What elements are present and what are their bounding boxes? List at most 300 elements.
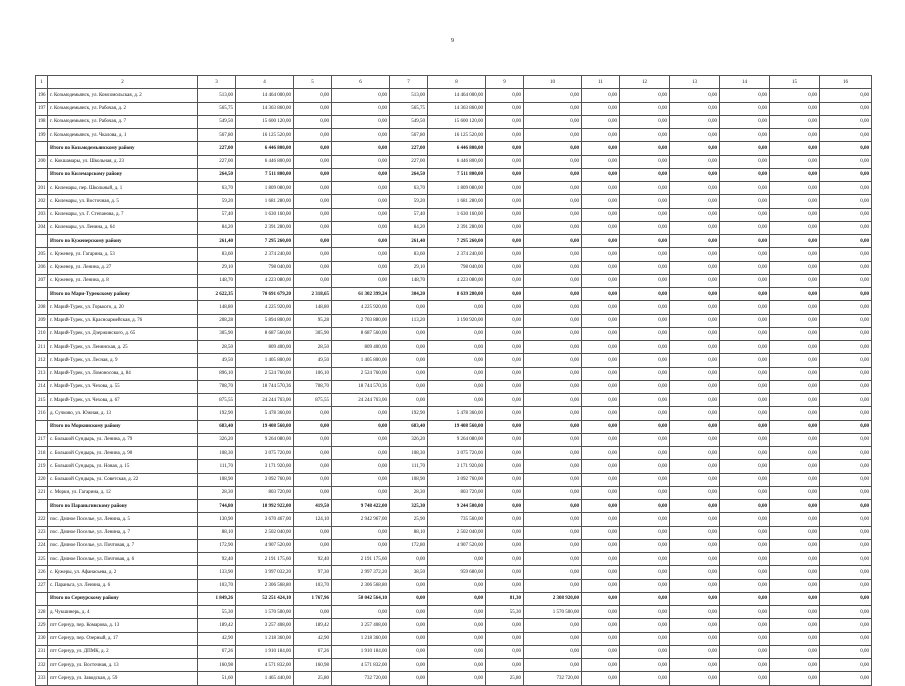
- table-cell: 0,00: [332, 447, 390, 460]
- header-cell: 5: [294, 76, 332, 89]
- table-cell: 0,00: [428, 632, 486, 645]
- table-cell: 0,00: [486, 566, 524, 579]
- table-cell: 233: [36, 672, 48, 685]
- data-table: [35, 75, 872, 686]
- table-cell: 565,75: [390, 102, 428, 115]
- table-row: [36, 89, 872, 102]
- table-cell: 208: [36, 301, 48, 314]
- table-cell: 0,00: [582, 89, 620, 102]
- table-cell: 0,00: [720, 274, 770, 287]
- table-row: [36, 327, 872, 340]
- table-cell: 0,00: [770, 380, 820, 393]
- table-cell: 0,00: [428, 592, 486, 605]
- table-row: [36, 645, 872, 658]
- table-cell: 19 408 560,00: [236, 420, 294, 433]
- table-cell: 0,00: [670, 380, 720, 393]
- table-cell: 0,00: [720, 235, 770, 248]
- table-cell: 200: [36, 155, 48, 168]
- table-cell: 160,98: [198, 659, 236, 672]
- table-row: [36, 619, 872, 632]
- table-cell: 124,10: [294, 513, 332, 526]
- table-cell: 0,00: [390, 367, 428, 380]
- subtotal-row: [36, 142, 872, 155]
- table-cell: 0,00: [582, 301, 620, 314]
- table-cell: 1 809 080,00: [428, 182, 486, 195]
- table-cell: 2 502 040,00: [428, 526, 486, 539]
- table-cell: 2 374 240,00: [236, 248, 294, 261]
- table-cell: 0,00: [720, 619, 770, 632]
- table-cell: 57,40: [390, 208, 428, 221]
- table-cell: 0,00: [720, 539, 770, 552]
- table-cell: 0,00: [582, 659, 620, 672]
- table-cell: 29,10: [390, 261, 428, 274]
- table-cell: 0,00: [524, 182, 582, 195]
- table-cell: 208,28: [198, 314, 236, 327]
- table-cell: 0,00: [770, 102, 820, 115]
- table-cell: 0,00: [486, 168, 524, 181]
- table-cell: 0,00: [820, 89, 872, 102]
- table-cell: с. Кужеры, ул. Афанасьева, д. 2: [48, 566, 198, 579]
- table-cell: пгт Сернур, ул. ДПМК, д. 2: [48, 645, 198, 658]
- table-cell: 227,00: [198, 155, 236, 168]
- table-cell: г. Марий-Турек, ул. Чехова, д. 67: [48, 394, 198, 407]
- table-cell: 0,00: [670, 672, 720, 685]
- table-cell: 0,00: [582, 473, 620, 486]
- table-cell: 228: [36, 606, 48, 619]
- table-cell: 0,00: [524, 142, 582, 155]
- table-cell: 1 570 500,00: [524, 606, 582, 619]
- table-cell: 0,00: [524, 645, 582, 658]
- table-cell: 896,10: [198, 367, 236, 380]
- table-cell: 0,00: [770, 619, 820, 632]
- table-cell: 0,00: [428, 553, 486, 566]
- table-cell: 15 600 120,00: [428, 115, 486, 128]
- table-cell: 0,00: [390, 553, 428, 566]
- table-cell: 0,00: [620, 645, 670, 658]
- table-cell: 0,00: [820, 155, 872, 168]
- table-cell: 49,50: [198, 354, 236, 367]
- table-cell: 0,00: [294, 407, 332, 420]
- table-cell: 25,80: [486, 672, 524, 685]
- table-cell: 5 894 800,00: [236, 314, 294, 327]
- table-cell: 0,00: [524, 221, 582, 234]
- table-cell: 0,00: [332, 102, 390, 115]
- table-cell: 49,50: [294, 354, 332, 367]
- table-cell: 148,70: [198, 274, 236, 287]
- table-cell: с. Куженер, ул. Ленина, д. 27: [48, 261, 198, 274]
- table-cell: 0,00: [620, 301, 670, 314]
- table-cell: 203: [36, 208, 48, 221]
- table-cell: 0,00: [428, 341, 486, 354]
- table-cell: 0,00: [720, 420, 770, 433]
- table-cell: 0,00: [332, 526, 390, 539]
- table-cell: 0,00: [820, 433, 872, 446]
- table-cell: 0,00: [428, 579, 486, 592]
- table-cell: 0,00: [332, 142, 390, 155]
- table-cell: 5 478 360,00: [428, 407, 486, 420]
- table-cell: 0,00: [670, 341, 720, 354]
- table-cell: 0,00: [670, 433, 720, 446]
- table-cell: 0,00: [620, 155, 670, 168]
- table-cell: 16 125 520,00: [236, 129, 294, 142]
- table-cell: г. Козьмодемьянск, ул. Комсомольская, д. 2: [48, 89, 198, 102]
- table-cell: 0,00: [582, 102, 620, 115]
- table-cell: 103,70: [294, 579, 332, 592]
- table-cell: с. Большой Сундырь, ул. Советская, д. 22: [48, 473, 198, 486]
- table-cell: 0,00: [820, 407, 872, 420]
- table-cell: 0,00: [720, 632, 770, 645]
- table-row: [36, 208, 872, 221]
- table-cell: 92,40: [198, 553, 236, 566]
- table-cell: 0,00: [582, 672, 620, 685]
- table-cell: 0,00: [524, 314, 582, 327]
- table-cell: 0,00: [770, 341, 820, 354]
- table-cell: 0,00: [390, 354, 428, 367]
- table-cell: 55,30: [198, 606, 236, 619]
- table-cell: 0,00: [524, 500, 582, 513]
- table-cell: 0,00: [720, 301, 770, 314]
- table-cell: 0,00: [770, 513, 820, 526]
- table-cell: 0,00: [770, 632, 820, 645]
- table-cell: 219: [36, 460, 48, 473]
- table-cell: 1 681 280,00: [428, 195, 486, 208]
- table-cell: 0,00: [294, 248, 332, 261]
- table-cell: 28,50: [198, 341, 236, 354]
- table-cell: 201: [36, 182, 48, 195]
- table-cell: 0,00: [582, 182, 620, 195]
- table-cell: 798 040,00: [236, 261, 294, 274]
- table-cell: 0,00: [486, 460, 524, 473]
- table-cell: 106,10: [294, 367, 332, 380]
- table-cell: 803 720,00: [428, 486, 486, 499]
- table-cell: 189,42: [198, 619, 236, 632]
- table-cell: г. Марий-Турек, ул. Чехова, д. 55: [48, 380, 198, 393]
- table-cell: 0,00: [582, 142, 620, 155]
- table-cell: 0,00: [770, 274, 820, 287]
- table-cell: 513,00: [390, 89, 428, 102]
- table-cell: 0,00: [524, 248, 582, 261]
- table-cell: 0,00: [620, 261, 670, 274]
- table-cell: 42,90: [294, 632, 332, 645]
- table-cell: 0,00: [720, 553, 770, 566]
- table-cell: 0,00: [770, 659, 820, 672]
- table-cell: 0,00: [620, 420, 670, 433]
- table-cell: 567,80: [198, 129, 236, 142]
- table-cell: 148,80: [198, 301, 236, 314]
- table-cell: 0,00: [486, 486, 524, 499]
- table-cell: 0,00: [332, 89, 390, 102]
- table-cell: 0,00: [620, 592, 670, 605]
- table-cell: 227,00: [390, 155, 428, 168]
- table-cell: 565,75: [198, 102, 236, 115]
- table-cell: 0,00: [486, 380, 524, 393]
- table-cell: пгт Сернур, пер. Озерный, д. 17: [48, 632, 198, 645]
- table-cell: 0,00: [486, 659, 524, 672]
- table-cell: 0,00: [670, 288, 720, 301]
- header-cell: 2: [48, 76, 198, 89]
- table-cell: 0,00: [770, 129, 820, 142]
- table-cell: 0,00: [820, 460, 872, 473]
- table-cell: 0,00: [582, 619, 620, 632]
- table-cell: 0,00: [524, 526, 582, 539]
- header-cell: 4: [236, 76, 294, 89]
- table-cell: 0,00: [294, 235, 332, 248]
- table-cell: 0,00: [820, 248, 872, 261]
- table-cell: 419,50: [294, 500, 332, 513]
- table-cell: 0,00: [486, 142, 524, 155]
- table-cell: 0,00: [770, 235, 820, 248]
- table-cell: 0,00: [294, 208, 332, 221]
- table-row: [36, 341, 872, 354]
- table-cell: 0,00: [332, 420, 390, 433]
- table-cell: 227,00: [390, 142, 428, 155]
- table-cell: 0,00: [820, 447, 872, 460]
- table-cell: 0,00: [332, 407, 390, 420]
- table-cell: 0,00: [332, 208, 390, 221]
- table-cell: 25,90: [390, 513, 428, 526]
- table-cell: 221: [36, 486, 48, 499]
- table-cell: 0,00: [670, 354, 720, 367]
- header-cell: 9: [486, 76, 524, 89]
- table-cell: 549,50: [198, 115, 236, 128]
- table-cell: 0,00: [820, 341, 872, 354]
- table-cell: 0,00: [820, 394, 872, 407]
- table-cell: с. Морки, ул. Гагарина, д. 12: [48, 486, 198, 499]
- table-cell: 0,00: [720, 341, 770, 354]
- table-row: [36, 433, 872, 446]
- table-cell: 0,00: [582, 513, 620, 526]
- table-cell: 148,80: [294, 301, 332, 314]
- table-cell: 24 244 703,00: [236, 394, 294, 407]
- table-cell: 0,00: [524, 195, 582, 208]
- table-cell: 2 306 568,80: [332, 579, 390, 592]
- table-cell: 0,00: [486, 327, 524, 340]
- table-cell: 51,60: [198, 672, 236, 685]
- table-cell: 0,00: [720, 89, 770, 102]
- table-cell: 0,00: [294, 89, 332, 102]
- table-cell: 261,40: [390, 235, 428, 248]
- table-cell: 38,50: [390, 566, 428, 579]
- table-cell: 9 264 080,00: [236, 433, 294, 446]
- table-cell: 0,00: [770, 579, 820, 592]
- table-cell: 0,00: [294, 129, 332, 142]
- table-cell: 108,90: [390, 473, 428, 486]
- table-cell: 0,00: [820, 129, 872, 142]
- table-cell: 0,00: [486, 420, 524, 433]
- table-cell: г. Марий-Турек, ул. Дзержинского, д. 65: [48, 327, 198, 340]
- table-cell: 97,30: [294, 566, 332, 579]
- table-cell: 0,00: [428, 606, 486, 619]
- table-cell: 15 600 120,00: [236, 115, 294, 128]
- table-cell: 189,42: [294, 619, 332, 632]
- table-cell: 0,00: [524, 102, 582, 115]
- table-cell: 0,00: [620, 433, 670, 446]
- table-cell: 232: [36, 659, 48, 672]
- table-cell: 0,00: [670, 248, 720, 261]
- table-row: [36, 102, 872, 115]
- table-cell: 0,00: [770, 208, 820, 221]
- table-cell: 0,00: [428, 367, 486, 380]
- table-cell: 14 363 860,00: [236, 102, 294, 115]
- table-cell: 67,26: [294, 645, 332, 658]
- table-cell: 0,00: [620, 142, 670, 155]
- table-cell: 0,00: [486, 195, 524, 208]
- table-cell: 0,00: [820, 195, 872, 208]
- header-cell: 16: [820, 76, 872, 89]
- table-cell: 223: [36, 526, 48, 539]
- table-cell: 0,00: [524, 447, 582, 460]
- table-cell: 0,00: [770, 500, 820, 513]
- table-cell: 2 502 040,00: [236, 526, 294, 539]
- table-cell: 0,00: [582, 195, 620, 208]
- table-cell: 0,00: [770, 168, 820, 181]
- table-cell: 0,00: [770, 155, 820, 168]
- table-cell: 3 257 408,00: [332, 619, 390, 632]
- table-cell: 0,00: [332, 235, 390, 248]
- table-cell: 0,00: [524, 89, 582, 102]
- table-cell: 1 630 160,00: [236, 208, 294, 221]
- table-cell: 196: [36, 89, 48, 102]
- table-cell: 0,00: [720, 526, 770, 539]
- table-cell: 0,00: [332, 155, 390, 168]
- table-cell: [36, 168, 48, 181]
- table-cell: Итого по Козьмодемьянскому району: [48, 142, 198, 155]
- table-row: [36, 526, 872, 539]
- table-cell: 0,00: [582, 539, 620, 552]
- table-cell: 0,00: [620, 380, 670, 393]
- table-cell: 0,00: [670, 579, 720, 592]
- table-cell: 798 040,00: [428, 261, 486, 274]
- table-cell: 0,00: [770, 394, 820, 407]
- table-cell: 683,40: [198, 420, 236, 433]
- table-cell: 0,00: [670, 129, 720, 142]
- table-cell: 19 408 560,00: [428, 420, 486, 433]
- table-cell: 0,00: [820, 168, 872, 181]
- table-cell: 0,00: [770, 486, 820, 499]
- table-cell: 0,00: [524, 486, 582, 499]
- table-cell: 0,00: [524, 566, 582, 579]
- table-cell: 0,00: [820, 115, 872, 128]
- table-cell: 0,00: [294, 274, 332, 287]
- table-cell: 0,00: [620, 500, 670, 513]
- table-cell: 0,00: [486, 473, 524, 486]
- table-row: [36, 606, 872, 619]
- table-row: [36, 261, 872, 274]
- table-cell: 61 302 399,24: [332, 288, 390, 301]
- table-cell: 0,00: [820, 606, 872, 619]
- table-cell: 326,20: [390, 433, 428, 446]
- table-cell: 0,00: [770, 195, 820, 208]
- table-cell: 0,00: [428, 672, 486, 685]
- table-cell: г. Марий-Турек, ул. Красноармейская, д. 76: [48, 314, 198, 327]
- table-cell: 222: [36, 513, 48, 526]
- table-cell: 0,00: [524, 129, 582, 142]
- table-cell: 14 363 860,00: [428, 102, 486, 115]
- table-cell: 95,28: [294, 314, 332, 327]
- table-cell: 0,00: [486, 513, 524, 526]
- table-cell: 0,00: [820, 221, 872, 234]
- table-cell: 0,00: [720, 261, 770, 274]
- table-cell: 0,00: [582, 566, 620, 579]
- table-cell: 4 223 080,00: [428, 274, 486, 287]
- table-cell: 0,00: [670, 420, 720, 433]
- table-cell: 1 405 800,00: [332, 354, 390, 367]
- table-cell: 0,00: [670, 407, 720, 420]
- table-cell: Итого по Килемарскому району: [48, 168, 198, 181]
- table-cell: 0,00: [486, 248, 524, 261]
- table-cell: 8 687 560,00: [332, 327, 390, 340]
- table-row: [36, 314, 872, 327]
- table-cell: с. Куженер, ул. Гагарина, д. 53: [48, 248, 198, 261]
- table-cell: 0,00: [820, 566, 872, 579]
- table-cell: 2 391 280,00: [236, 221, 294, 234]
- table-cell: 0,00: [390, 301, 428, 314]
- table-cell: 0,00: [620, 341, 670, 354]
- table-cell: 2 622,35: [198, 288, 236, 301]
- table-cell: 0,00: [770, 526, 820, 539]
- table-cell: 0,00: [332, 129, 390, 142]
- table-row: [36, 182, 872, 195]
- table-cell: 0,00: [486, 208, 524, 221]
- table-cell: 3 997 032,20: [236, 566, 294, 579]
- table-cell: 226: [36, 566, 48, 579]
- table-cell: 2 306 568,80: [236, 579, 294, 592]
- table-cell: 735 560,00: [428, 513, 486, 526]
- table-cell: 0,00: [486, 367, 524, 380]
- table-cell: 1 630 160,00: [428, 208, 486, 221]
- table-cell: 0,00: [620, 327, 670, 340]
- table-cell: 0,00: [770, 261, 820, 274]
- table-cell: 3 075 720,00: [236, 447, 294, 460]
- table-cell: 1 849,26: [198, 592, 236, 605]
- table-cell: 0,00: [582, 553, 620, 566]
- table-cell: [36, 142, 48, 155]
- table-cell: 0,00: [332, 473, 390, 486]
- table-cell: 326,20: [198, 433, 236, 446]
- table-cell: д. Чукшинерь, д. 4: [48, 606, 198, 619]
- table-cell: 67,26: [198, 645, 236, 658]
- table-cell: 1 910 184,00: [332, 645, 390, 658]
- table-cell: 0,00: [720, 566, 770, 579]
- table-cell: 0,00: [332, 486, 390, 499]
- table-cell: 0,00: [294, 539, 332, 552]
- table-cell: 108,30: [198, 447, 236, 460]
- table-cell: 0,00: [486, 288, 524, 301]
- table-cell: 0,00: [524, 632, 582, 645]
- table-cell: 1 465 440,00: [236, 672, 294, 685]
- table-cell: 0,00: [582, 367, 620, 380]
- table-cell: 0,00: [582, 354, 620, 367]
- table-cell: 0,00: [524, 513, 582, 526]
- table-cell: 0,00: [486, 261, 524, 274]
- table-cell: 0,00: [620, 447, 670, 460]
- table-cell: 227,00: [198, 142, 236, 155]
- table-cell: 3 171 920,00: [236, 460, 294, 473]
- table-cell: 0,00: [670, 619, 720, 632]
- table-cell: 0,00: [294, 420, 332, 433]
- table-cell: 0,00: [582, 579, 620, 592]
- table-cell: 0,00: [770, 248, 820, 261]
- table-cell: 0,00: [720, 367, 770, 380]
- table-cell: 0,00: [820, 208, 872, 221]
- table-cell: 0,00: [670, 394, 720, 407]
- table-row: [36, 513, 872, 526]
- table-cell: 0,00: [720, 486, 770, 499]
- table-cell: 0,00: [720, 102, 770, 115]
- table-row: [36, 155, 872, 168]
- table-cell: 0,00: [670, 513, 720, 526]
- table-cell: 0,00: [720, 659, 770, 672]
